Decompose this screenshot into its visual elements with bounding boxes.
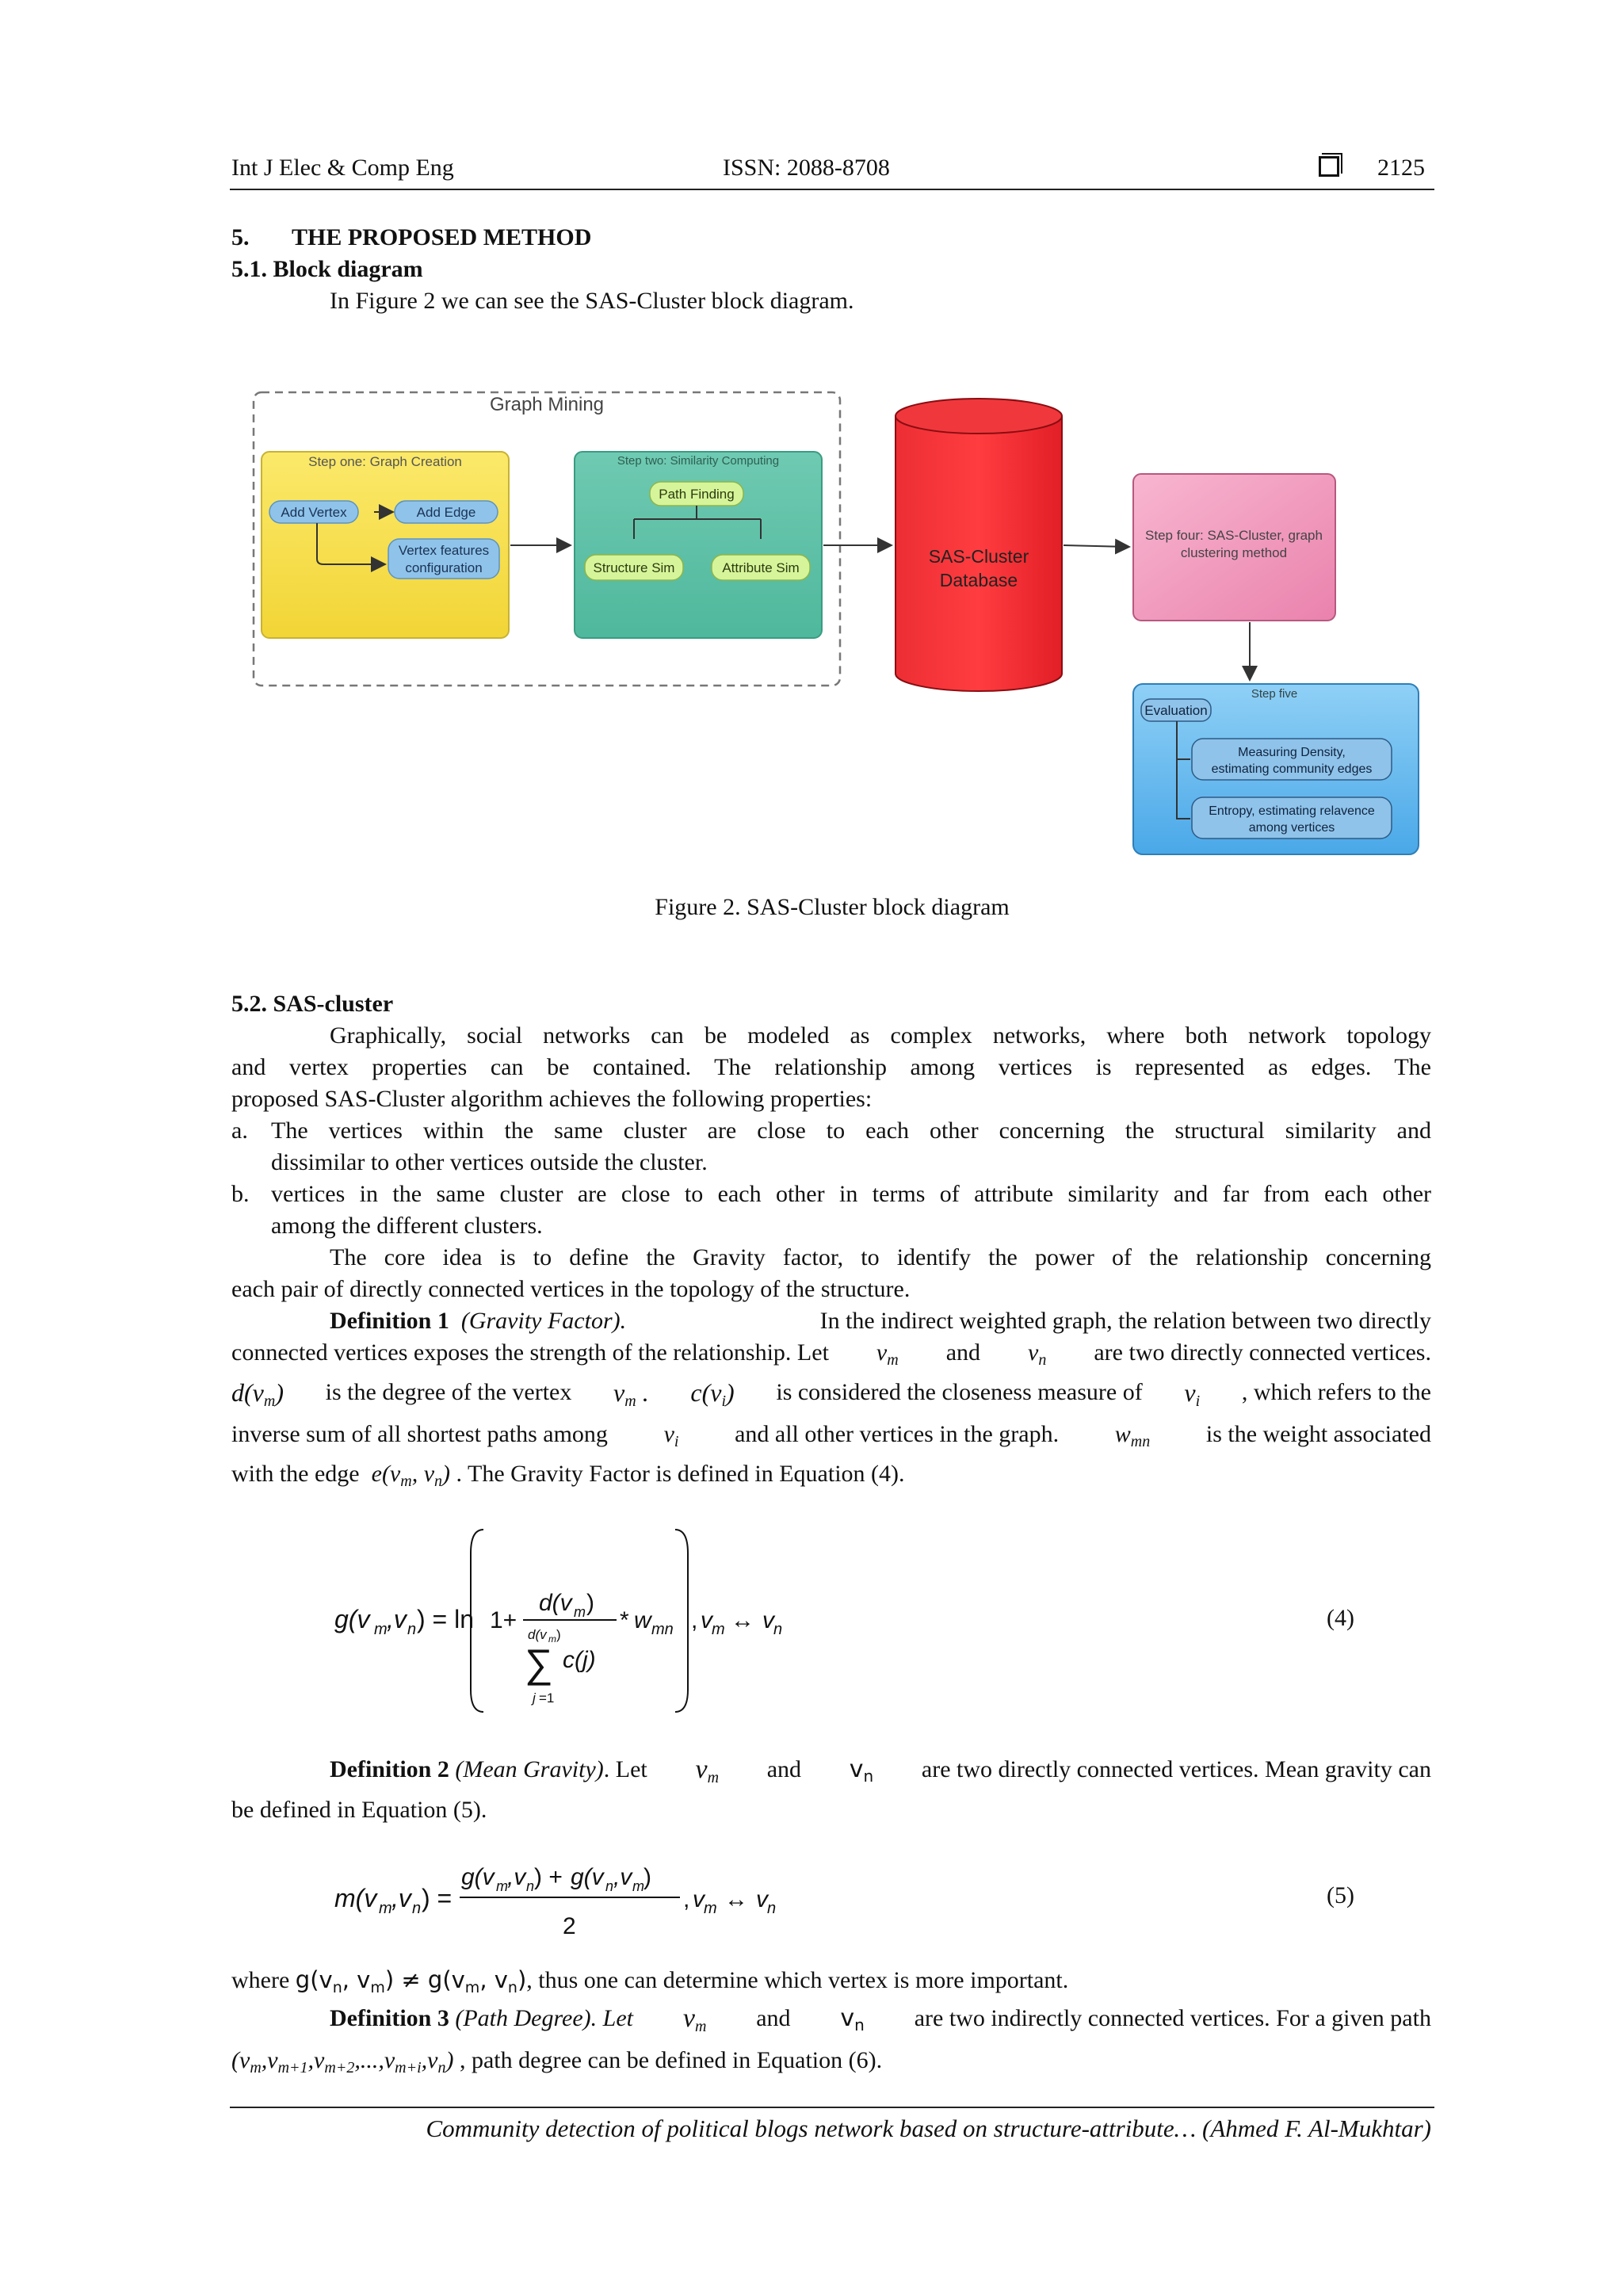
equation-4 [325, 1522, 1197, 1720]
edge-symbol: $e(v_m$, $v_n$) [371, 1461, 451, 1490]
svg-text:=1: =1 [539, 1690, 555, 1706]
closeness-symbol: $c(v_i)$ [690, 1378, 735, 1410]
graph-mining-label: Graph Mining [489, 394, 605, 415]
def2-line1 [330, 1754, 1431, 1794]
svg-text:m: m [379, 1900, 392, 1917]
block-diagram [238, 372, 1450, 872]
p1-line2: and vertex properties can be contained. The relationship among vertices is represented as edges. The [231, 1054, 1431, 1080]
def3-line2 [231, 2045, 882, 2084]
eval1-line1: Measuring Density, [1238, 746, 1346, 759]
def1-line3-a: is the degree of the vertex [325, 1379, 572, 1405]
svg-text:n: n [767, 1900, 777, 1917]
step5-label: Step five [1251, 687, 1298, 701]
page-number: 2125 [1377, 155, 1425, 181]
attribute-sim: Attribute Sim [722, 560, 800, 575]
def1-line4-c: is the weight associated [1205, 1421, 1431, 1447]
svg-text:m: m [496, 1878, 508, 1894]
svg-text:): ) [556, 1627, 561, 1642]
footer-rule [230, 2107, 1434, 2108]
svg-text:n: n [412, 1900, 422, 1917]
def2-line2: be defined in Equation (5). [231, 1797, 487, 1823]
def1-line4 [231, 1419, 1431, 1457]
svg-text:v: v [693, 1886, 705, 1912]
svg-text:v: v [762, 1607, 774, 1633]
def1-label: Definition 1 [330, 1308, 449, 1334]
svg-text:n: n [407, 1621, 417, 1638]
svg-text:) =: ) = [422, 1884, 453, 1912]
svg-text:,v: ,v [387, 1605, 407, 1633]
svg-text:g(v: g(v [461, 1864, 495, 1890]
evaluation: Evaluation [1144, 703, 1208, 718]
equation-5-number: (5) [1327, 1882, 1354, 1908]
where-a: where [231, 1967, 290, 1993]
db-line1: SAS-Cluster [928, 546, 1029, 567]
def1-line1-rest: In the indirect weighted graph, the relation between two directly [819, 1308, 1431, 1334]
arrow-db-step4 [1064, 545, 1129, 547]
def3-line1 [330, 2003, 1431, 2042]
svg-text:g(v: g(v [334, 1605, 370, 1633]
equation-4-number: (4) [1327, 1605, 1354, 1631]
paragraph: In Figure 2 we can see the SAS-Cluster block diagram. [330, 288, 854, 314]
eval2-line1: Entropy, estimating relavence [1209, 804, 1375, 818]
svg-text:): ) [586, 1590, 594, 1616]
svg-text:,: , [683, 1886, 690, 1912]
def1-line5-b: . The Gravity Factor is defined in Equation (4). [456, 1461, 905, 1487]
inequality-expression: $g(v_n$, $v_m) \ne g(v_m$, $v_n$) [295, 1966, 527, 1996]
step4-line2: clustering method [1180, 545, 1288, 560]
svg-text:m: m [574, 1604, 586, 1620]
svg-text:): ) [643, 1864, 651, 1890]
def3-line1-c: are two indirectly connected vertices. For a given path [914, 2005, 1431, 2031]
section-number: 5. [231, 224, 250, 250]
add-vertex: Add Vertex [281, 505, 347, 520]
svg-text:m: m [712, 1621, 725, 1638]
def1-line2 [231, 1337, 1431, 1376]
svg-text:m: m [704, 1900, 717, 1917]
def1-line2-c: are two directly connected vertices. [1094, 1339, 1431, 1366]
vn-symbol: $v_n$ [1028, 1339, 1047, 1369]
def1-line3-c: , which refers to the [1241, 1379, 1431, 1405]
svg-text:v: v [701, 1607, 712, 1633]
item-b-label: b. [231, 1181, 250, 1207]
journal-name: Int J Elec & Comp Eng [231, 155, 454, 181]
figure-caption: Figure 2. SAS-Cluster block diagram [655, 894, 1010, 920]
eval1-line2: estimating community edges [1211, 762, 1373, 776]
subsection-title: 5.1. Block diagram [231, 256, 423, 282]
svg-text:m(v: m(v [334, 1884, 377, 1912]
vn-upright: $v_n$ [849, 1755, 874, 1786]
svg-text:mn: mn [651, 1621, 674, 1638]
svg-text:j: j [533, 1690, 536, 1706]
svg-text:↔: ↔ [724, 1886, 748, 1912]
wmn-symbol: $w_{mn}$ [1114, 1421, 1151, 1450]
equation-5 [325, 1855, 1197, 1950]
add-edge: Add Edge [416, 505, 476, 520]
step2-label: Step two: Similarity Computing [617, 454, 780, 468]
p1-line3: proposed SAS-Cluster algorithm achieves the following properties: [231, 1086, 873, 1112]
svg-text:,: , [691, 1607, 698, 1633]
header-rule [230, 189, 1434, 190]
def3-line1-b: and [756, 2005, 791, 2031]
step1-label: Step one: Graph Creation [308, 454, 462, 469]
svg-text:n: n [605, 1878, 614, 1894]
svg-text:,v: ,v [391, 1884, 411, 1912]
def3-name: (Path Degree). Let [455, 2005, 633, 2031]
p2-line1: The core idea is to define the Gravity factor, to identify the power of the relationship concerning [330, 1244, 1431, 1270]
def1-line1 [330, 1305, 1431, 1337]
def3-label: Definition 3 [330, 2005, 449, 2031]
def2-label: Definition 2 [330, 1756, 449, 1782]
item-b-line1: vertices in the same cluster are close to each other in terms of attribute similarity and far from each other [271, 1181, 1431, 1207]
def1-line2-a: connected vertices exposes the strength of the relationship. Let [231, 1339, 829, 1366]
def1-line4-b: and all other vertices in the graph. [735, 1421, 1060, 1447]
vm-symbol: $v_m$ [695, 1755, 720, 1786]
svg-text:g(v: g(v [571, 1864, 604, 1890]
svg-text:n: n [526, 1878, 535, 1894]
svg-text:↔: ↔ [731, 1607, 754, 1633]
svg-text:w: w [634, 1607, 651, 1633]
where-line [231, 1964, 1068, 2004]
svg-text:m: m [374, 1621, 388, 1638]
def1-line5 [231, 1458, 905, 1497]
vn-upright: $v_n$ [840, 2004, 865, 2034]
def1-line2-b: and [945, 1339, 981, 1366]
subsection-title: 5.2. SAS-cluster [231, 991, 394, 1017]
svg-text:d(v: d(v [528, 1627, 547, 1642]
eval2-line2: among vertices [1248, 821, 1335, 835]
svg-text:m: m [548, 1633, 556, 1645]
issn: ISSN: 2088-8708 [723, 155, 890, 181]
def1-line5-a: with the edge [231, 1461, 360, 1487]
item-a-label: a. [231, 1117, 248, 1144]
section-title: THE PROPOSED METHOD [292, 224, 592, 250]
svg-text:c(j): c(j) [563, 1647, 596, 1673]
def2-line1-c: are two directly connected vertices. Mean gravity can [921, 1756, 1431, 1782]
item-a-line2: dissimilar to other vertices outside the cluster. [271, 1149, 708, 1175]
where-b: , thus one can determine which vertex is more important. [526, 1967, 1069, 1993]
def1-line4-a: inverse sum of all shortest paths among [231, 1421, 608, 1447]
def2-line1-a: . Let [603, 1756, 647, 1782]
page-marker-icon [1319, 155, 1339, 181]
svg-text:,v: ,v [507, 1864, 526, 1890]
db-line2: Database [939, 570, 1018, 590]
p1-line1: Graphically, social networks can be modeled as complex networks, where both network topology [330, 1022, 1431, 1049]
vm-symbol: $v_m$ [682, 2004, 707, 2035]
vm-symbol: $v_m$ . [613, 1378, 649, 1410]
def2-line1-b: and [766, 1756, 802, 1782]
vertex-features-1: Vertex features [398, 543, 490, 558]
svg-text:*: * [620, 1607, 629, 1633]
database-top [896, 399, 1062, 434]
svg-text:∑: ∑ [525, 1641, 553, 1686]
item-b-line2: among the different clusters. [271, 1213, 543, 1239]
degree-symbol: $d(v_m)$ [231, 1378, 284, 1410]
def1-line3-b: is considered the closeness measure of [776, 1379, 1143, 1405]
def2-name: (Mean Gravity) [455, 1756, 604, 1782]
item-a-line1: The vertices within the same cluster are close to each other concerning the structural similarity and [271, 1117, 1431, 1144]
svg-text:d(v: d(v [539, 1590, 572, 1616]
def1-name: (Gravity Factor). [460, 1308, 627, 1334]
svg-text:2: 2 [563, 1913, 576, 1939]
def3-line2-b: , path degree can be defined in Equation (6). [459, 2047, 883, 2073]
svg-text:,v: ,v [613, 1864, 632, 1890]
def1-line3 [231, 1377, 1431, 1417]
vm-symbol: $v_m$ [876, 1339, 899, 1369]
svg-text:) = ln: ) = ln [417, 1605, 475, 1633]
vi-symbol: $v_i$ [1184, 1378, 1201, 1410]
vertex-features-2: configuration [405, 560, 483, 575]
step4-line1: Step four: SAS-Cluster, graph [1145, 528, 1323, 543]
svg-text:m: m [632, 1878, 644, 1894]
step2-box [575, 452, 822, 638]
vi-symbol: $v_i$ [663, 1421, 679, 1450]
svg-text:v: v [756, 1886, 768, 1912]
svg-text:1+: 1+ [490, 1607, 517, 1633]
path-finding: Path Finding [659, 487, 735, 502]
svg-text:n: n [773, 1621, 783, 1638]
p2-line2: each pair of directly connected vertices in the topology of the structure. [231, 1276, 911, 1302]
path-expression: $(v_m,v_{m+1},v_{m+2},...,v_{m+i},v_n)$ [231, 2047, 454, 2076]
structure-sim: Structure Sim [593, 560, 675, 575]
footer-text: Community detection of political blogs network based on structure-attribute… (Ahmed F. Al-Mukhtar) [426, 2115, 1431, 2142]
svg-text:) +: ) + [534, 1864, 563, 1890]
